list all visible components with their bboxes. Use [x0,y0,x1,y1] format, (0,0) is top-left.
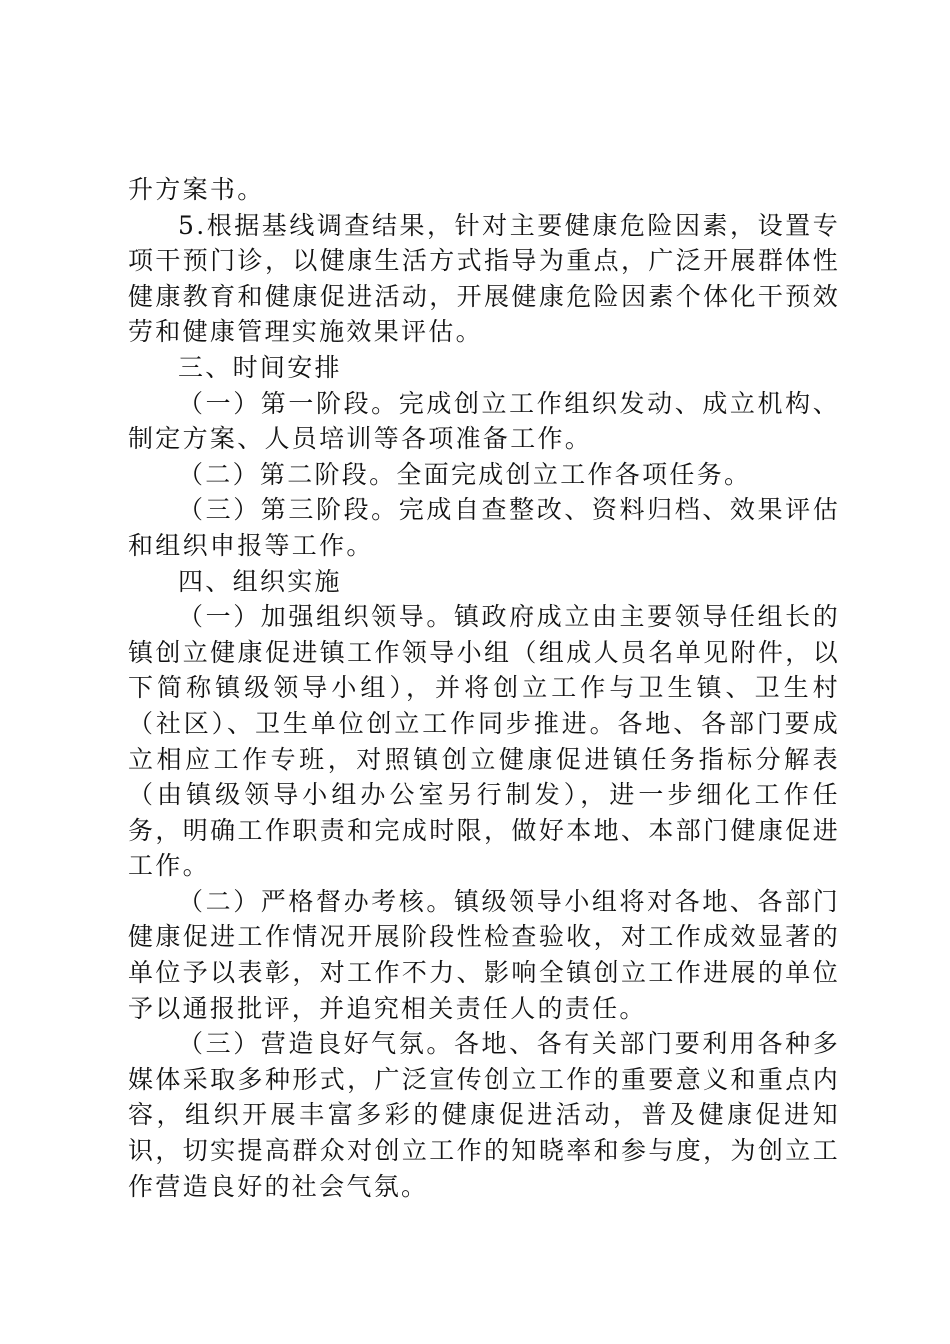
paragraph-phase-2: （二）第二阶段。全面完成创立工作各项任务。 [178,459,752,489]
section-heading-implementation: 四、组织实施 [178,566,342,596]
document-body [128,172,840,1204]
paragraph-leadership: （一）加强组织领导。镇政府成立由主要领导任组长的镇创立健康促进镇工作领导小组（组成人员名单见附件，以下简称镇级领导小组），并将创立工作与卫生镇、卫生村（社区）、卫生单位创立工作同步推进。各地、各部门要成立相应工作专班，对照镇创立健康促进镇任务指标分解表（由镇级领导小组办公室另行制发），进一步细化工作任务，明确工作职责和完成时限，做好本地、本部门健康促进工作。 [128,602,840,881]
paragraph-continuation: 升方案书。 [128,175,265,204]
paragraph-item-5: 5.根据基线调查结果，针对主要健康危险因素，设置专项干预门诊，以健康生活方式指导为重点，广泛开展群体性健康教育和健康促进活动，开展健康危险因素个体化干预效劳和健康管理实施效果评估。 [128,210,840,347]
paragraph-phase-1: （一）第一阶段。完成创立工作组织发动、成立机构、制定方案、人员培训等各项准备工作。 [128,388,840,454]
paragraph-atmosphere: （三）营造良好气氛。各地、各有关部门要利用各种多媒体采取多种形式，广泛宣传创立工作的重要意义和重点内容，组织开展丰富多彩的健康促进活动，普及健康促进知识，切实提高群众对创立工作的知晓率和参与度，为创立工作营造良好的社会气氛。 [128,1029,840,1201]
paragraph-phase-3: （三）第三阶段。完成自查整改、资料归档、效果评估和组织申报等工作。 [128,495,840,560]
section-heading-schedule: 三、时间安排 [178,352,342,382]
paragraph-supervision: （二）严格督办考核。镇级领导小组将对各地、各部门健康促进工作情况开展阶段性检查验收，对工作成效显著的单位予以表彰，对工作不力、影响全镇创立工作进展的单位予以通报批评，并追究相关责任人的责任。 [128,886,840,1023]
